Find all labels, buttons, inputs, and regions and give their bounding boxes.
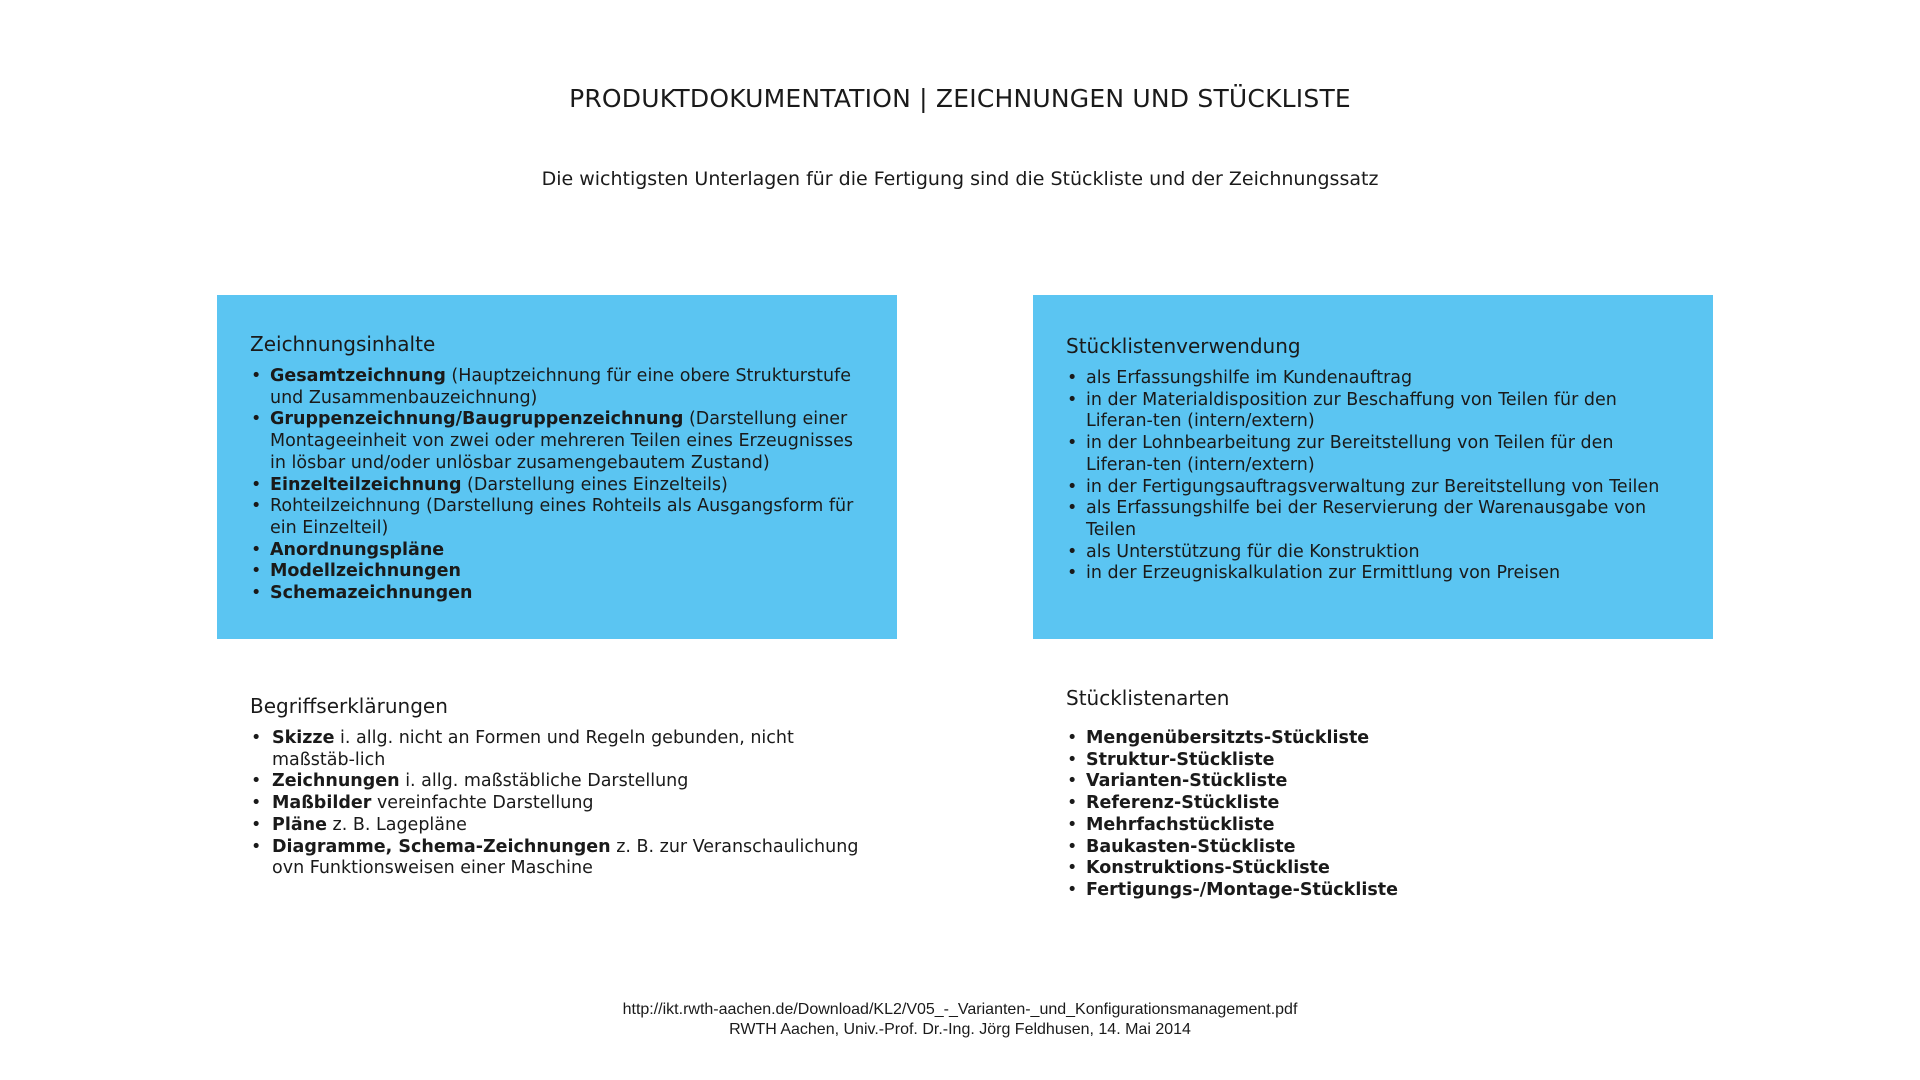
list-item: • Struktur-Stückliste xyxy=(1066,750,1686,772)
stuecklistenarten-section xyxy=(1066,685,1686,902)
list-item: • Pläne z. B. Lagepläne xyxy=(250,815,870,837)
list-item: • Einzelteilzeichnung (Darstellung eines Einzelteils) xyxy=(250,475,861,497)
list-item: • Konstruktions-Stückliste xyxy=(1066,858,1686,880)
list-item: • Modellzeichnungen xyxy=(250,561,861,583)
footer-url: http://ikt.rwth-aachen.de/Download/KL2/V05_-_Varianten-_und_Konfigurationsmanagement.pdf xyxy=(622,1001,1298,1018)
list-item: • Mehrfachstückliste xyxy=(1066,815,1686,837)
list-item: • als Erfassungshilfe bei der Reservierung der Warenausgabe von Teilen xyxy=(1066,498,1677,541)
list-item: • Varianten-Stückliste xyxy=(1066,771,1686,793)
page-subtitle: Die wichtigsten Unterlagen für die Fertigung sind die Stückliste und der Zeichnungssatz xyxy=(541,168,1379,190)
page-title: PRODUKTDOKUMENTATION | ZEICHNUNGEN UND STÜCKLISTE xyxy=(569,84,1351,113)
begriffserklaerungen-section xyxy=(250,693,870,880)
footer-source xyxy=(0,1000,1920,1040)
list-item: • als Unterstützung für die Konstruktion xyxy=(1066,542,1677,564)
list-item: • Baukasten-Stückliste xyxy=(1066,837,1686,859)
list-item: • Fertigungs-/Montage-Stückliste xyxy=(1066,880,1686,902)
begriffserklaerungen-heading: Begriffserklärungen xyxy=(250,694,448,718)
stuecklistenverwendung-box xyxy=(1033,295,1713,639)
stuecklistenverwendung-heading: Stücklistenverwendung xyxy=(1066,334,1301,358)
list-item: • Gruppenzeichnung/Baugruppenzeichnung (Darstellung einer Montageeinheit von zwei oder mehreren Teilen eines Erzeugnisses in lösbar und/oder unlösbar zusamengebautem Zustand) xyxy=(250,409,861,474)
list-item: • in der Lohnbearbeitung zur Bereitstellung von Teilen für den Liferan-ten (intern/extern) xyxy=(1066,433,1677,476)
list-item: • Maßbilder vereinfachte Darstellung xyxy=(250,793,870,815)
list-item: • Diagramme, Schema-Zeichnungen z. B. zur Veranschaulichung ovn Funktionsweisen einer Maschine xyxy=(250,837,870,880)
list-item: • Anordnungspläne xyxy=(250,540,861,562)
stuecklistenarten-heading: Stücklistenarten xyxy=(1066,686,1230,710)
list-item: • Schemazeichnungen xyxy=(250,583,861,605)
list-item: • Referenz-Stückliste xyxy=(1066,793,1686,815)
stuecklistenarten-list xyxy=(1066,728,1686,902)
zeichnungsinhalte-list xyxy=(250,366,861,605)
list-item: • Mengenübersitzts-Stückliste xyxy=(1066,728,1686,750)
zeichnungsinhalte-box xyxy=(217,295,897,639)
zeichnungsinhalte-heading: Zeichnungsinhalte xyxy=(250,332,436,356)
list-item: • in der Erzeugniskalkulation zur Ermittlung von Preisen xyxy=(1066,563,1677,585)
list-item: • Zeichnungen i. allg. maßstäbliche Darstellung xyxy=(250,771,870,793)
list-item: • in der Fertigungsauftragsverwaltung zur Bereitstellung von Teilen xyxy=(1066,477,1677,499)
list-item: • Gesamtzeichnung (Hauptzeichnung für eine obere Strukturstufe und Zusammenbauzeichnung) xyxy=(250,366,861,409)
footer-citation: RWTH Aachen, Univ.-Prof. Dr.-Ing. Jörg Feldhusen, 14. Mai 2014 xyxy=(729,1021,1191,1038)
list-item: • Skizze i. allg. nicht an Formen und Regeln gebunden, nicht maßstäb-lich xyxy=(250,728,870,771)
begriffserklaerungen-list xyxy=(250,728,870,880)
list-item: • als Erfassungshilfe im Kundenauftrag xyxy=(1066,368,1677,390)
list-item: • in der Materialdisposition zur Beschaffung von Teilen für den Liferan-ten (intern/extern) xyxy=(1066,390,1677,433)
list-item: • Rohteilzeichnung (Darstellung eines Rohteils als Ausgangsform für ein Einzelteil) xyxy=(250,496,861,539)
stuecklistenverwendung-list xyxy=(1066,368,1677,585)
